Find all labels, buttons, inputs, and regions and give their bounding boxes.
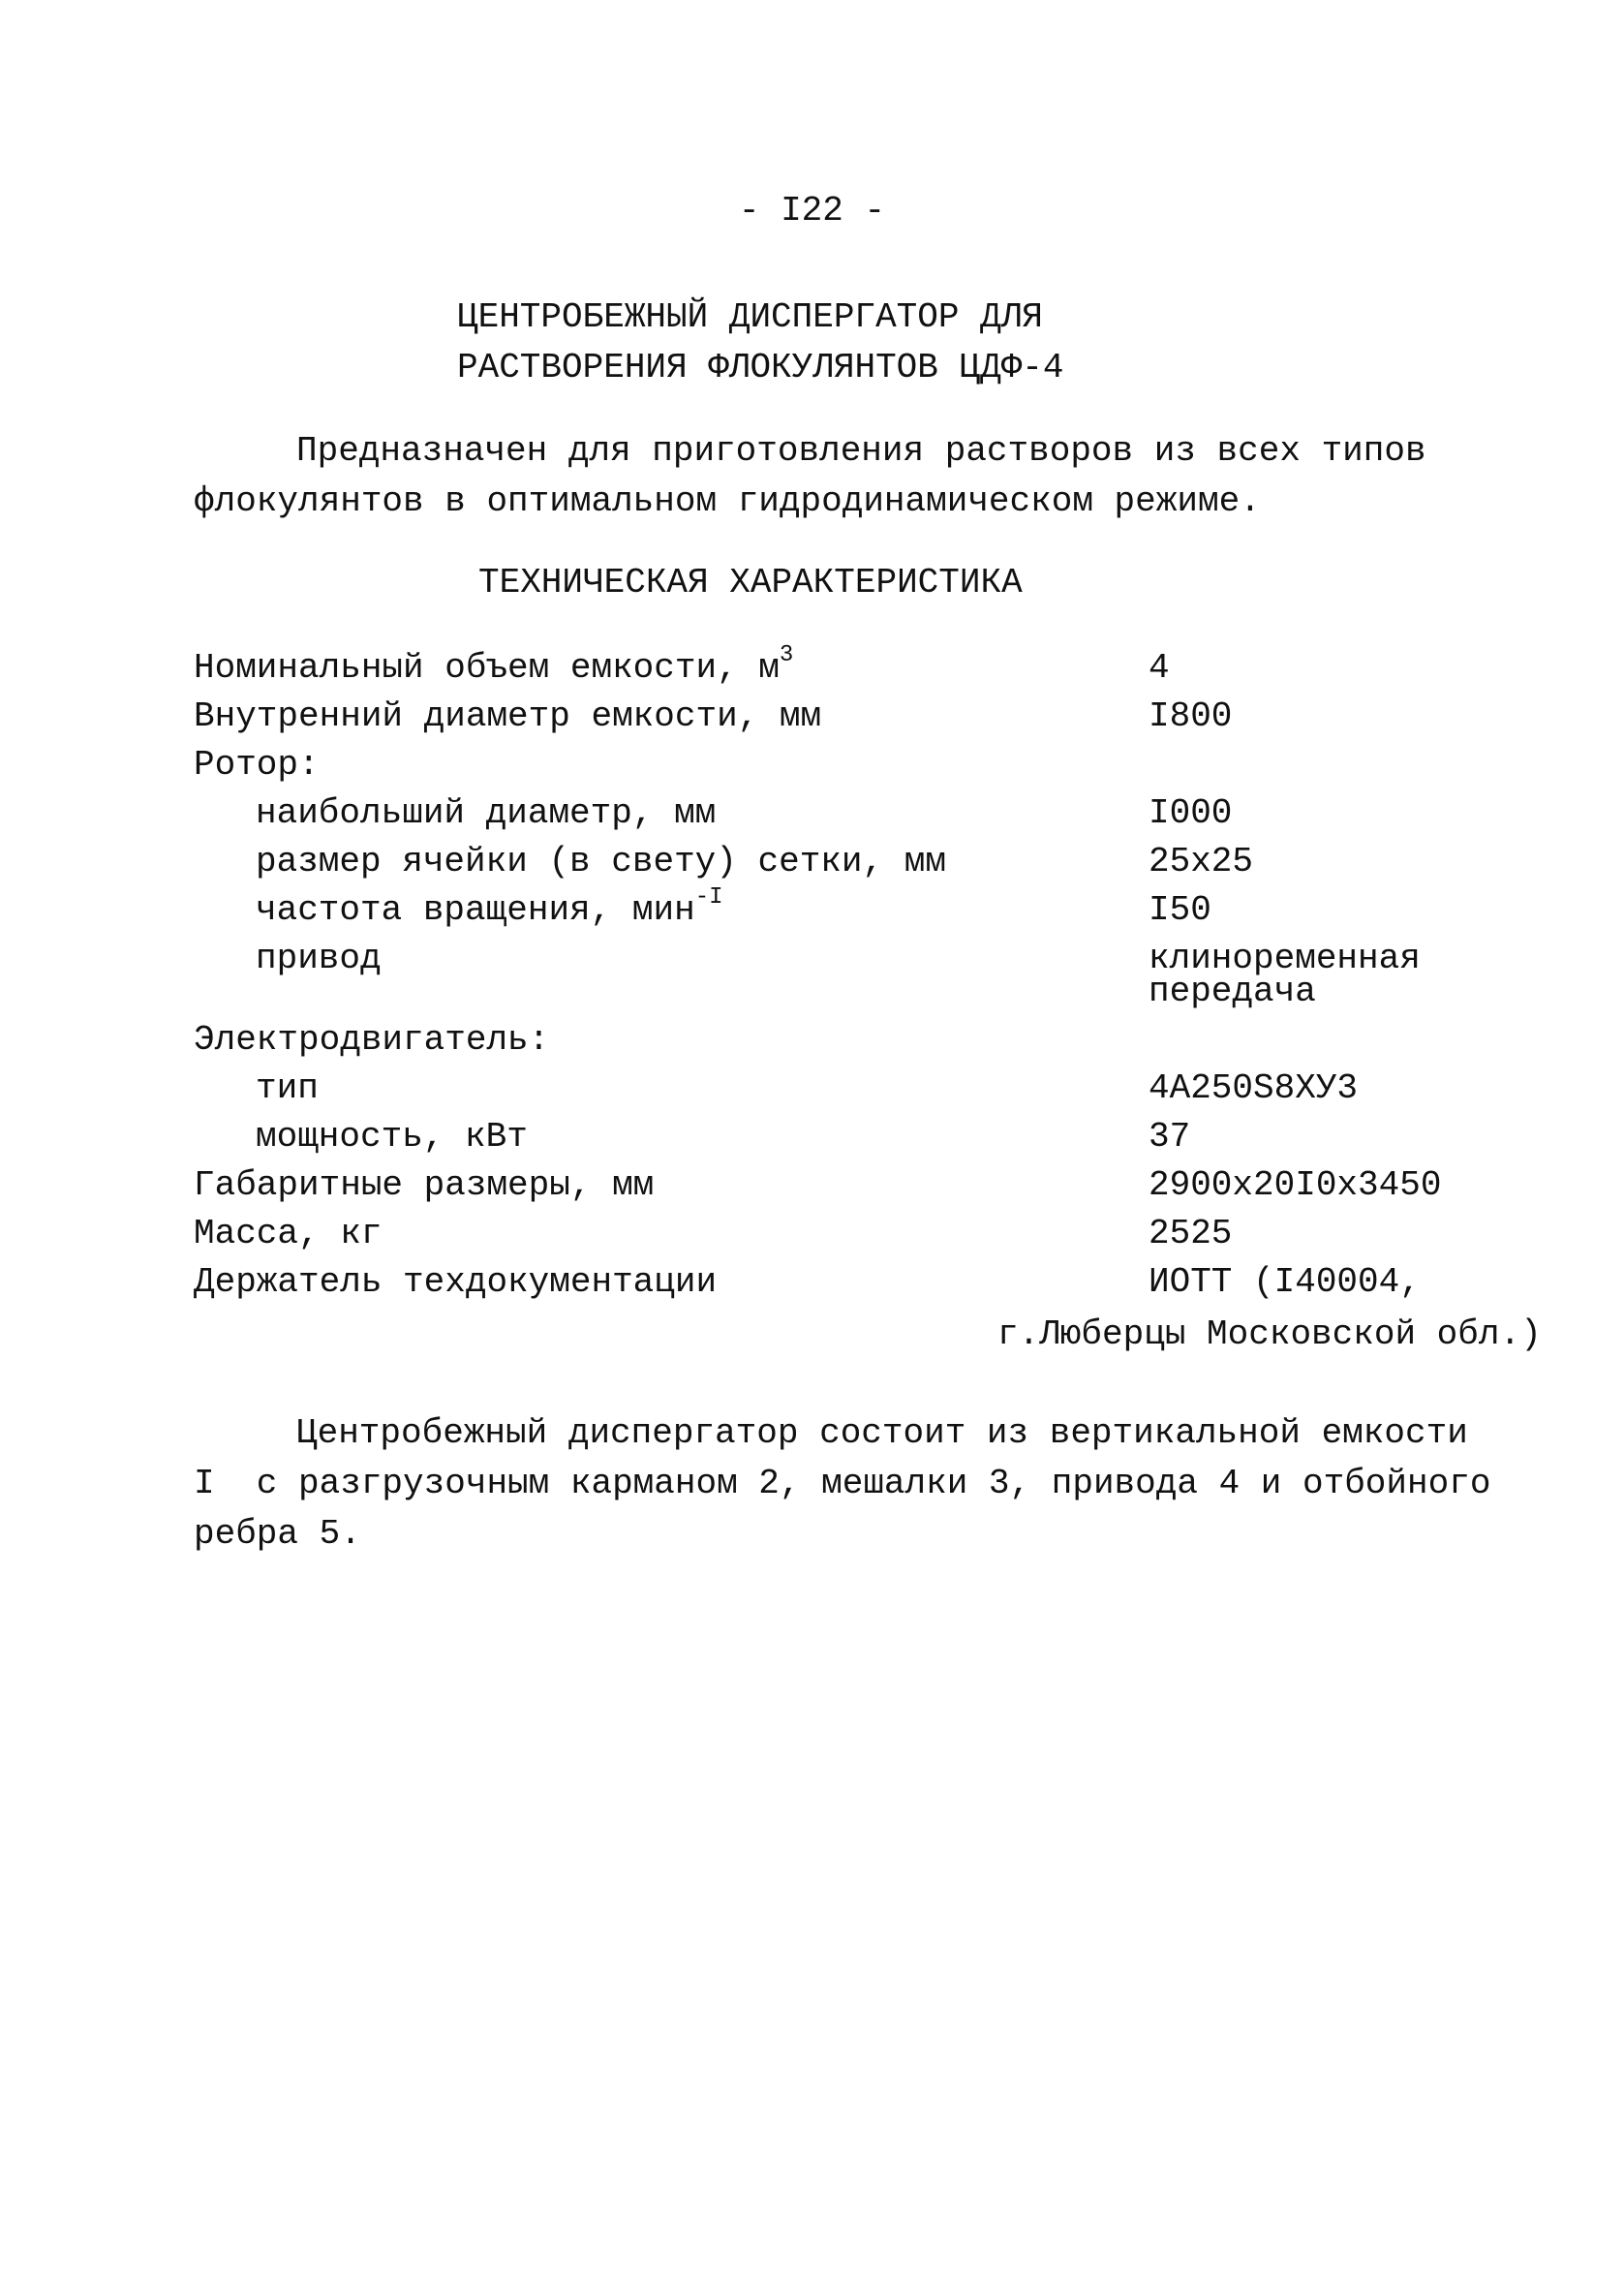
spec-volume-unit-sup: 3 xyxy=(779,642,794,668)
spec-volume-value: 4 xyxy=(1149,648,1170,688)
spec-rotor-drive-value-2: передача xyxy=(1149,972,1316,1011)
spec-rotor-max-diameter-label: наибольший диаметр, мм xyxy=(256,793,717,833)
intro-line-2: флокулянтов в оптимальном гидродинамическом режиме. xyxy=(194,481,1261,521)
spec-holder-label: Держатель техдокументации xyxy=(194,1262,718,1302)
spec-mass-value: 2525 xyxy=(1149,1214,1233,1253)
description-line-3: ребра 5. xyxy=(194,1514,361,1554)
description-line-1: Центробежный диспергатор состоит из вертикальной емкости xyxy=(296,1413,1468,1453)
spec-volume-label-text: Номинальный объем емкости, м xyxy=(194,648,780,688)
spec-motor-type-label: тип xyxy=(256,1068,319,1108)
spec-rotor-mesh-value: 25х25 xyxy=(1149,842,1254,881)
spec-volume-label xyxy=(194,642,794,690)
spec-motor-type-value: 4А250S8ХУ3 xyxy=(1149,1068,1359,1108)
spec-rotor-mesh-label: размер ячейки (в свету) сетки, мм xyxy=(256,842,946,881)
spec-inner-diameter-value: I800 xyxy=(1149,696,1233,736)
spec-motor-power-value: 37 xyxy=(1149,1117,1191,1157)
spec-motor-heading: Электродвигатель: xyxy=(194,1020,550,1060)
spec-dimensions-value: 2900х20I0х3450 xyxy=(1149,1165,1442,1205)
page-number: - I22 - xyxy=(738,191,886,231)
spec-rotor-speed-unit-sup: -I xyxy=(694,884,723,911)
spec-holder-value-1: ИОТТ (I40004, xyxy=(1149,1262,1421,1302)
spec-holder-value-2: г.Люберцы Московской обл.) xyxy=(997,1314,1542,1354)
spec-motor-power-label: мощность, кВт xyxy=(256,1117,528,1157)
spec-mass-label: Масса, кг xyxy=(194,1214,383,1253)
title-line-2: РАСТВОРЕНИЯ ФЛОКУЛЯНТОВ ЦДФ-4 xyxy=(457,348,1064,387)
spec-rotor-speed-label xyxy=(256,884,723,932)
description-line-2: I с разгрузочным карманом 2, мешалки 3, привода 4 и отбойного xyxy=(194,1464,1491,1503)
spec-rotor-speed-value: I50 xyxy=(1149,890,1211,930)
spec-rotor-drive-label: привод xyxy=(256,939,382,978)
spec-dimensions-label: Габаритные размеры, мм xyxy=(194,1165,655,1205)
intro-line-1: Предназначен для приготовления растворов из всех типов xyxy=(296,431,1426,471)
spec-inner-diameter-label: Внутренний диаметр емкости, мм xyxy=(194,696,822,736)
title-line-1: ЦЕНТРОБЕЖНЫЙ ДИСПЕРГАТОР ДЛЯ xyxy=(457,297,1043,337)
spec-rotor-heading: Ротор: xyxy=(194,745,320,785)
spec-rotor-max-diameter-value: I000 xyxy=(1149,793,1233,833)
spec-rotor-speed-label-text: частота вращения, мин xyxy=(256,890,695,930)
spec-rotor-drive-value-1: клиноременная xyxy=(1149,939,1421,978)
section-heading: ТЕХНИЧЕСКАЯ ХАРАКТЕРИСТИКА xyxy=(478,563,1023,603)
